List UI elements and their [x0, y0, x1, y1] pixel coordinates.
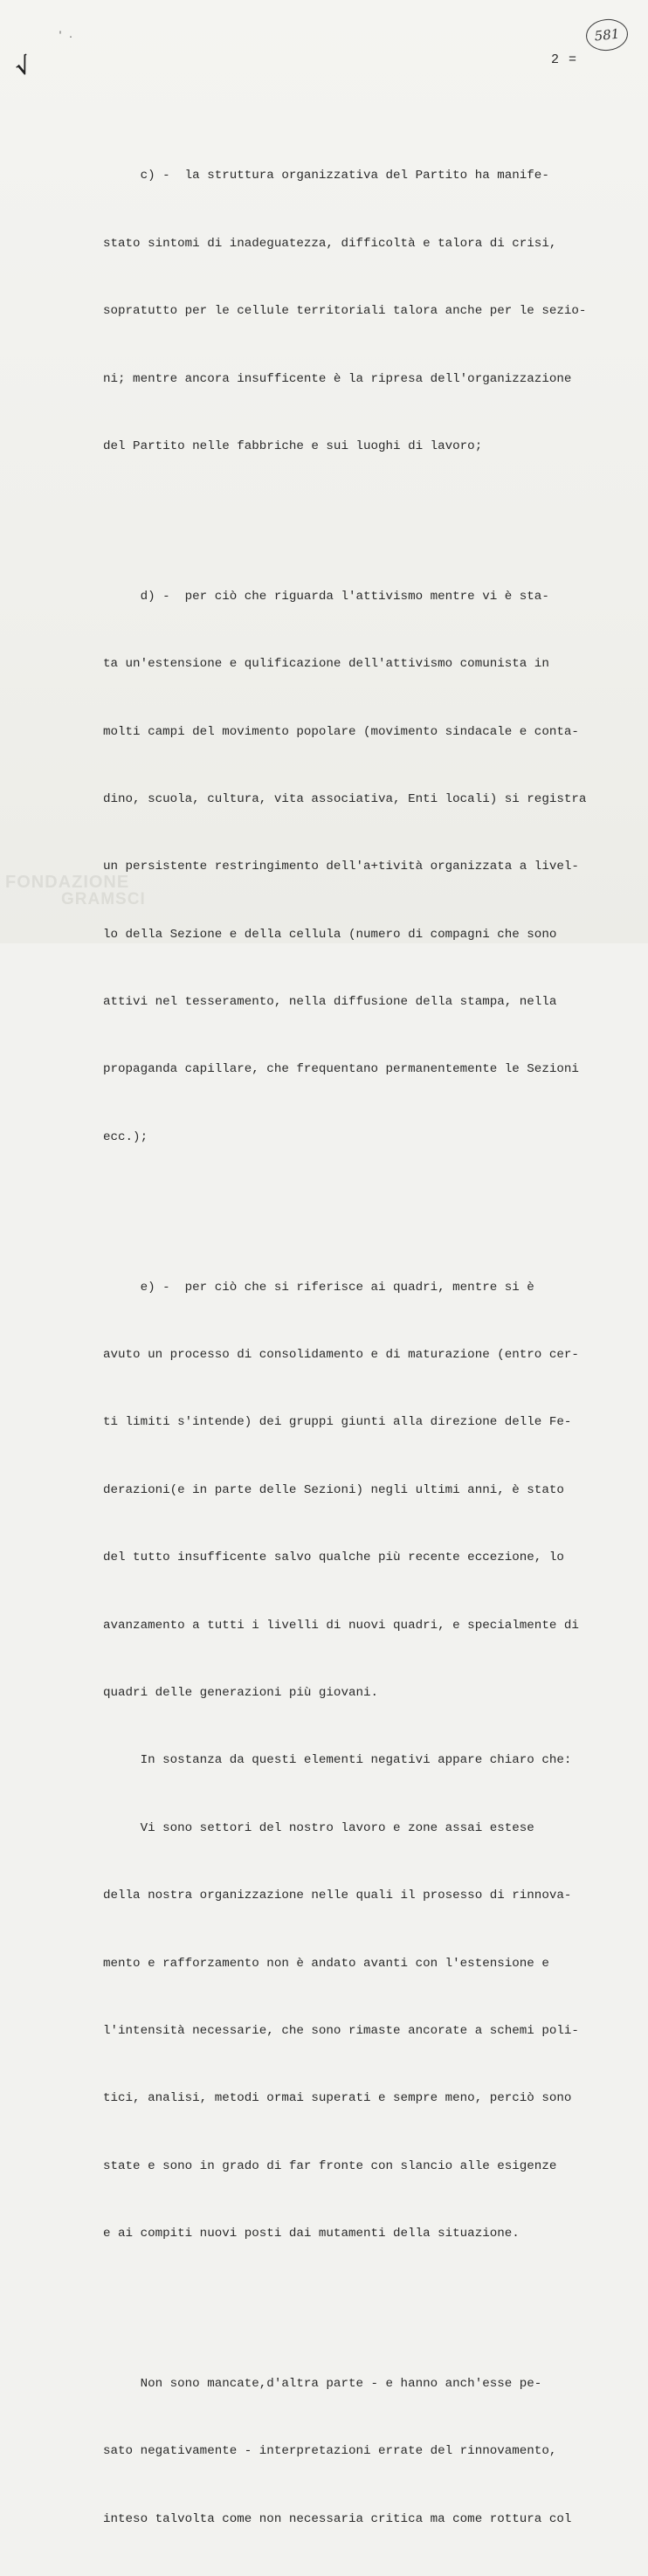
watermark-line-2: GRAMSCI — [61, 890, 146, 908]
text-line: stato sintomi di inadeguatezza, difficoltà e talora di crisi, — [103, 236, 557, 251]
text-line: un persistente restringimento dell'a+tività organizzata a livel- — [103, 860, 579, 874]
text-line: state e sono in grado di far fronte con slancio alle esigenze — [103, 2158, 557, 2173]
text-line: sopratutto per le cellule territoriali talora anche per le sezio- — [103, 304, 587, 319]
text-line: In sostanza da questi elementi negativi appare chiaro che: — [103, 1753, 572, 1768]
text-line: ti limiti s'intende) dei gruppi giunti alla direzione delle Fe- — [103, 1415, 572, 1430]
text-line: avanzamento a tutti i livelli di nuovi quadri, e specialmente di — [103, 1618, 579, 1633]
text-line: sato negativamente - interpretazioni errate del rinnovamento, — [103, 2444, 557, 2459]
text-line: ecc.); — [103, 1129, 148, 1144]
text-line: avuto un processo di consolidamento e di maturazione (entro cer- — [103, 1348, 579, 1363]
text-line: e) - per ciò che si riferisce ai quadri, mentre si è — [103, 1280, 534, 1295]
text-line: mento e rafforzamento non è andato avanti con l'estensione e — [103, 1956, 549, 1971]
text-line: e ai compiti nuovi posti dai mutamenti della situazione. — [103, 2227, 520, 2241]
text-line: inteso talvolta come non necessaria critica ma come rottura col — [103, 2511, 572, 2526]
paper-specks: ' . — [58, 31, 74, 41]
handwritten-check-mark: √ — [11, 52, 35, 83]
text-line: propaganda capillare, che frequentano permanentemente le Sezioni — [103, 1062, 579, 1077]
text-line: dino, scuola, cultura, vita associativa, Enti locali) si registra — [103, 791, 587, 806]
text-line: molti campi del movimento popolare (movimento sindacale e conta- — [103, 724, 579, 739]
paragraph-gap — [103, 503, 603, 518]
text-line: ni; mentre ancora insufficente è la ripresa dell'organizzazione — [103, 371, 572, 386]
foundation-watermark — [5, 874, 146, 908]
text-line: d) - per ciò che riguarda l'attivismo mentre vi è sta- — [103, 589, 549, 604]
document-body — [103, 98, 603, 2576]
paragraph-gap — [103, 1194, 603, 1209]
paragraph-gap — [103, 2291, 603, 2306]
text-line: derazioni(e in parte delle Sezioni) negli ultimi anni, è stato — [103, 1482, 564, 1497]
archive-number-stamp — [584, 17, 630, 53]
text-line: l'intensità necessarie, che sono rimaste ancorate a schemi poli- — [103, 2023, 579, 2038]
text-line: ta un'estensione e qulificazione dell'attivismo comunista in — [103, 657, 549, 672]
text-line: quadri delle generazioni più giovani. — [103, 1685, 379, 1700]
text-line: Non sono mancate,d'altra parte - e hanno anch'esse pe- — [103, 2376, 542, 2391]
text-line: del Partito nelle fabbriche e sui luoghi di lavoro; — [103, 439, 483, 453]
text-line: della nostra organizzazione nelle quali il prosesso di rinnova- — [103, 1889, 572, 1903]
text-line: Vi sono settori del nostro lavoro e zone assai estese — [103, 1820, 534, 1835]
page-number: 2 = — [551, 52, 578, 67]
archive-number: 581 — [593, 25, 621, 45]
text-line: attivi nel tesseramento, nella diffusione della stampa, nella — [103, 995, 557, 1010]
text-line: tici, analisi, metodi ormai superati e sempre meno, perciò sono — [103, 2091, 572, 2106]
text-line: del tutto insufficente salvo qualche più recente eccezione, lo — [103, 1550, 564, 1565]
text-line: lo della Sezione e della cellula (numero di compagni che sono — [103, 927, 557, 942]
watermark-line-1: FONDAZIONE — [5, 873, 130, 892]
text-line: c) - la struttura organizzativa del Partito ha manife- — [103, 169, 549, 183]
